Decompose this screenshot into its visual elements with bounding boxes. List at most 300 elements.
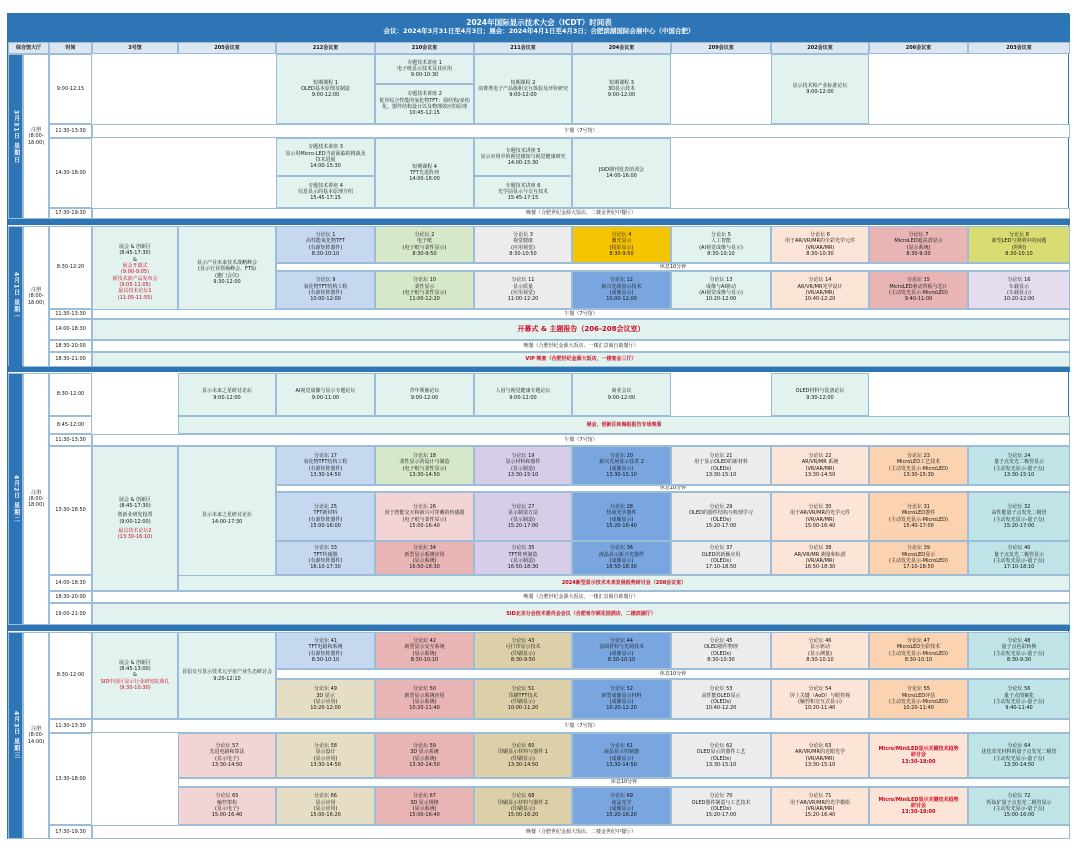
session-line: 15:00-16:00 [1003, 812, 1035, 819]
session-line: 印刷TFT技术 [508, 692, 538, 699]
session-d1_212c [276, 176, 375, 208]
session-line: MicroLED器件 [901, 510, 936, 517]
session-f38 [771, 541, 869, 575]
session-line: 15:00-16:20 [507, 812, 539, 819]
session-line: 高性能OLED显示 [701, 692, 741, 699]
day-label-d3: 4月2日 星期二 [8, 373, 23, 625]
session-line: 午餐（7号馆） [564, 127, 598, 134]
session-line: (8:00- [28, 732, 44, 739]
session-line: 液晶光学 [611, 799, 632, 806]
session-line: (显示制造) [511, 516, 535, 523]
session-line: 分论坛 11 [511, 277, 535, 284]
session-line: 10:00-11:20 [507, 705, 539, 712]
session-d1_210a [375, 54, 474, 84]
session-line: (9:05-11:05) [119, 281, 151, 288]
session-d4_break2 [178, 778, 1070, 787]
session-line: MicroLED显示 [901, 551, 936, 558]
session-f13 [671, 271, 771, 309]
session-line: 展会 & 创新区 [118, 496, 152, 503]
session-f11 [474, 271, 572, 309]
session-line: 分论坛 24 [1007, 452, 1031, 459]
session-d3_sid [92, 603, 1070, 625]
session-f32 [968, 492, 1070, 541]
column-header-label: 212会议室 [312, 44, 339, 51]
session-line: 分论坛 43 [511, 637, 535, 644]
session-line: 钙钛矿量子点发光二极管显示 [986, 799, 1052, 806]
session-line: 分论坛 65 [215, 793, 239, 800]
session-line: (投影显示) [609, 244, 634, 251]
session-line: 分论坛 45 [709, 637, 733, 644]
session-line: 11:30-13:30 [55, 722, 86, 729]
session-line: 15:00-16:20 [310, 812, 341, 819]
session-d1_212b [276, 138, 375, 176]
session-line: 展会开幕式 [122, 263, 148, 270]
session-line: 印刷显示材料与器件 1 [498, 749, 548, 756]
session-f24 [968, 446, 1070, 485]
session-line: 分论坛 32 [1007, 503, 1031, 510]
session-line: 分论坛 56 [1007, 686, 1031, 693]
session-line: (主动发光显示-MicroLED) [889, 558, 948, 564]
session-line: OLED基本原理及制造 [301, 85, 350, 92]
session-line: TFT阵列制造 [508, 551, 538, 558]
column-header-label: 211会议室 [510, 44, 536, 51]
session-line: 午餐（7号馆） [564, 436, 598, 443]
session-line: 分论坛 20 [610, 452, 633, 459]
session-line: 16:10-17:30 [310, 564, 341, 571]
session-line: (11:05-11:55) [117, 294, 153, 301]
session-line: 10:20-12:20 [606, 705, 637, 712]
session-d3_211a [474, 373, 572, 416]
session-line: 8:45-12:00 [56, 421, 85, 428]
session-line: 柔性显示 [414, 283, 435, 290]
session-t2d [49, 340, 92, 352]
session-line: (VR/AR/MR) [805, 290, 835, 296]
session-f37 [671, 541, 771, 575]
session-line: 分论坛 21 [709, 452, 733, 459]
session-line: 18:30-21:00 [55, 356, 86, 363]
session-f55 [869, 679, 968, 719]
session-line: 9:20-12:10 [213, 675, 241, 682]
session-line: (应用视觉) [511, 290, 535, 296]
session-line: 分论坛 62 [709, 742, 733, 749]
session-line: 9:00-12:00 [410, 394, 439, 401]
session-line: TFT电路和系统 [308, 644, 343, 651]
session-f60 [474, 733, 572, 778]
session-f53 [671, 679, 771, 719]
day-separator [8, 219, 1070, 225]
session-line: 用于AR/VR/MR的全彩光学元件 [785, 238, 855, 245]
session-line: 8:30-10:30 [707, 656, 735, 663]
session-f2 [375, 226, 474, 263]
session-line: 用于显示OLED的新材料 [694, 459, 748, 466]
session-d1_212a [276, 54, 375, 124]
session-f23 [869, 446, 968, 485]
column-header-label: 204会议室 [608, 44, 635, 51]
session-line: (主动发光显示-MicroLED) [889, 650, 948, 657]
session-d1_210c [375, 138, 474, 208]
column-header-label: 时间 [65, 44, 76, 51]
session-line: (9:30-10:30) [119, 684, 151, 691]
session-line: 分论坛 60 [511, 742, 535, 749]
session-f7 [869, 226, 968, 263]
session-line: 8:30-10:10 [311, 250, 340, 257]
session-line: 8:30-12:00 [56, 672, 85, 679]
session-line: 9:00-10:30 [410, 72, 439, 79]
session-line: JSID期刊发表培训会 [599, 166, 644, 173]
session-line: 分论坛 44 [610, 637, 633, 644]
session-d1_lunch [92, 124, 1070, 138]
session-line: 注册 [31, 726, 42, 733]
session-f33 [276, 541, 375, 575]
session-d4_lunch [92, 719, 1070, 733]
session-line: 18:30-20:00 [55, 342, 86, 349]
session-line: 19:00-21:00 [55, 610, 86, 617]
session-line: 17:10-18:50 [903, 564, 934, 571]
session-line: 新兴光场显示技术 [601, 283, 642, 290]
session-line: 8:30-10:10 [904, 656, 933, 663]
session-line: 分论坛 42 [413, 637, 436, 644]
session-line: 18:00) [27, 502, 45, 509]
session-line: 分论坛 38 [808, 545, 832, 552]
session-line: 9:40-11:00 [904, 296, 933, 303]
session-line: 专题技术讲座 2 [407, 91, 442, 98]
column-header-9 [771, 42, 869, 54]
session-line: 注册 [31, 127, 42, 134]
session-line: 专题技术讲座 3 [308, 144, 343, 151]
session-line: 显示产业未来技术战略峰会 [196, 259, 257, 266]
session-line: 新兴光场显示技术 2 [599, 459, 644, 466]
session-line: 分论坛 58 [314, 742, 337, 749]
session-line: 分论坛 16 [1007, 277, 1031, 284]
day-separator [8, 625, 1070, 631]
session-line: 新型显示系统应用 [404, 692, 445, 699]
session-t4d [49, 825, 92, 839]
session-line: 14:00-15:30 [310, 163, 341, 170]
session-f1 [276, 226, 375, 263]
session-line: 14:00-16:00 [606, 173, 637, 179]
session-line: 分论坛 35 [511, 545, 535, 552]
session-line: 分论坛 39 [907, 545, 930, 552]
session-f63 [771, 733, 869, 778]
session-line: 休息10分钟 [610, 779, 638, 786]
session-d2_open [92, 319, 1070, 340]
column-header-6 [474, 42, 572, 54]
session-line: 16:50-18:30 [606, 564, 637, 571]
session-line: 分论坛 51 [511, 686, 535, 693]
session-line: 分论坛 2 [414, 231, 435, 238]
session-line: (主动发光显示-量子点) [993, 806, 1045, 812]
session-f59 [375, 733, 474, 778]
session-d3_205a [178, 373, 276, 416]
session-line: (8:45-17:30) [119, 502, 151, 509]
session-line: 晚餐（合肥世纪金源大饭店、二楼金世纪中餐厅） [525, 210, 636, 217]
session-line: 休息10分钟 [659, 670, 687, 677]
session-t2b [49, 309, 92, 319]
column-header-1 [49, 42, 92, 54]
session-line: 显示未来之星研讨论坛 [201, 388, 252, 395]
session-line: (主动发光显示-MicroLED) [889, 465, 948, 472]
session-line: 柔性显示的设计与制造 [399, 459, 450, 466]
session-f45 [671, 632, 771, 669]
session-line: (显示系统) [412, 558, 437, 564]
session-line: 16:50-18:30 [507, 564, 539, 571]
session-line: (8:00- [28, 293, 44, 300]
session-line: 14:30-18:00 [55, 169, 86, 176]
session-line: 分论坛 63 [808, 742, 832, 749]
column-header-4 [276, 42, 375, 54]
session-line: (8:00- [28, 133, 44, 140]
session-line: 人因与视觉健康专题论坛 [495, 388, 551, 395]
session-t1b [49, 124, 92, 138]
session-line: 液晶显示新兴光器件 [598, 551, 644, 558]
schedule-sheet [7, 13, 1069, 839]
session-line: (主动发光显示-量子点) [993, 558, 1045, 564]
session-line: 9:00-12:00 [311, 92, 340, 99]
session-line: 专题技术讲座 1 [407, 59, 442, 66]
session-f61 [572, 733, 671, 778]
session-f49 [276, 679, 375, 719]
session-f47 [869, 632, 968, 669]
session-line: 可打印显示技术 [505, 644, 541, 651]
session-line: (印刷显示) [511, 806, 535, 812]
session-line: 13:30-14:50 [606, 761, 637, 768]
session-line: 10:20-11:40 [409, 705, 440, 712]
session-line: 分论坛 26 [413, 503, 436, 510]
column-header-label: 206会议室 [905, 44, 932, 51]
session-line: 氧化物TFT结构工程 [303, 459, 348, 466]
session-d3_212a [276, 373, 375, 416]
session-line: 先进电路和算法 [209, 749, 245, 756]
session-line: 分论坛 48 [1007, 637, 1031, 644]
session-line: (8:45-13:00) [119, 666, 151, 673]
session-line: 8:30-9:50 [609, 250, 634, 257]
session-line: 分论坛 6 [810, 231, 830, 238]
session-line: SID中国区显示行业研究院典礼 [100, 678, 170, 685]
session-line: 显示驱动 [809, 644, 830, 651]
session-d2_break [276, 263, 1070, 271]
session-line: 研讨会 [910, 802, 926, 809]
session-line: 13:30-14:50 [310, 471, 341, 478]
session-line: 15:20-16:40 [606, 522, 637, 529]
session-f67 [375, 787, 474, 825]
session-line: (主动发光显示-量子点) [993, 465, 1045, 472]
session-line: (成像显示) [609, 699, 634, 705]
session-line: 11:00-12:20 [409, 296, 440, 303]
session-t3b [49, 416, 92, 434]
session-f21 [671, 446, 771, 485]
column-header-5 [375, 42, 474, 54]
session-f36 [572, 541, 671, 575]
session-f35 [474, 541, 572, 575]
session-line: (有源矩阵器件) [308, 650, 343, 657]
session-line: 新型LED与照明中的问题 [991, 238, 1047, 245]
session-line: (成像显示) [609, 290, 634, 296]
session-t2a [49, 226, 92, 309]
session-line: (印刷显示) [511, 699, 535, 705]
session-line: 8:30-9:30 [906, 250, 931, 257]
session-line: (邀门会仪) [215, 272, 239, 279]
session-line: 8:30-10:30 [806, 250, 834, 257]
session-line: 屏上关键（AoD）与眼控视 [789, 692, 851, 699]
session-line: 分论坛 3 [513, 231, 533, 238]
session-line: 新型显示系统应用 [404, 551, 445, 558]
session-f34 [375, 541, 474, 575]
column-header-label: 综合馆大厅 [15, 44, 41, 51]
session-line: 分论坛 5 [711, 231, 731, 238]
session-line: 分论坛 49 [314, 686, 337, 693]
session-line: 13:30-18:00 [55, 775, 86, 782]
session-line: 分论坛 27 [511, 503, 535, 510]
session-line: 13:30-18:00 [901, 809, 936, 816]
session-line: (显示系统) [412, 806, 437, 812]
session-line: 消费类电子产品级和交互体验及评价研究 [477, 85, 568, 92]
column-header-8 [671, 42, 771, 54]
session-line: TFT传感器 [313, 551, 338, 558]
session-line: (主动发光显示-量子点) [993, 650, 1045, 657]
session-line: 分论坛 23 [907, 452, 930, 459]
session-line: (显示电子) [215, 806, 239, 812]
session-line: 化、器件结构设计以及物理效应的原理 [381, 104, 467, 110]
session-line: 9:00-12:00 [806, 89, 834, 95]
session-d1_202a [771, 54, 869, 124]
session-f19 [474, 446, 572, 485]
session-line: (电子纸与柔性显示) [402, 516, 447, 523]
session-f72 [968, 787, 1070, 825]
session-d1_210b [375, 84, 474, 124]
session-line: 显示用Micro-LED当前面临的挑战及 [285, 150, 366, 157]
session-line: 分论坛 72 [1007, 793, 1031, 800]
session-line: 显示设计 [315, 749, 336, 756]
session-line: 量子点发光二极管显示 [993, 459, 1044, 466]
session-line: 分论坛 57 [215, 742, 239, 749]
session-f27 [474, 492, 572, 541]
session-line: 新型成像显示材料 [601, 692, 642, 699]
session-line: 量子点发光二极管显示 [993, 551, 1044, 558]
session-line: Micro/MiniLED显示关键技术趋势 [878, 746, 959, 753]
column-header-11 [968, 42, 1070, 54]
session-d3_202a [771, 373, 869, 416]
session-f4 [572, 226, 671, 263]
session-f71 [771, 787, 869, 825]
session-line: 分论坛 41 [314, 637, 337, 644]
session-line: 显示质量 [512, 283, 533, 290]
session-f54 [771, 679, 869, 719]
session-line: (显示应用) [313, 699, 338, 705]
session-line: 15:00-16:40 [804, 522, 836, 529]
session-line: 新技术新产品发布会 [112, 275, 158, 282]
session-line: 10:20-11:40 [903, 705, 934, 712]
session-line: 分论坛 71 [808, 793, 832, 800]
session-t3a [49, 373, 92, 416]
session-f62 [671, 733, 771, 778]
session-f48 [968, 632, 1070, 669]
column-header-label: 205会议室 [214, 44, 240, 51]
session-line: 分论坛 47 [907, 637, 930, 644]
session-f50 [375, 679, 474, 719]
session-line: 分论坛 67 [413, 793, 436, 800]
session-line: 17:30-19:30 [55, 210, 86, 217]
session-t1d [49, 208, 92, 219]
session-line: 休息10分钟 [659, 263, 687, 270]
session-line: (成像显示) [609, 650, 634, 657]
session-line: 16:50-18:30 [409, 564, 440, 571]
session-line: 10:00-12:00 [310, 296, 341, 303]
session-line: SID北京分会技术委员会会议（合肥希尔顿花园酒店，二楼滨湖厅） [506, 610, 656, 617]
session-f15 [869, 271, 968, 309]
session-line: 分论坛 30 [808, 503, 832, 510]
session-line: 14:00-17:30 [211, 518, 243, 525]
session-line: 分论坛 36 [610, 545, 633, 552]
session-line: 短期课程 2 [510, 79, 536, 86]
session-line: 10:20-11:40 [804, 705, 836, 712]
session-line: 高性能氧化物TFT [306, 238, 345, 245]
session-t3c [49, 434, 92, 446]
session-t2e [49, 352, 92, 367]
session-line: 晚餐（合肥世纪金源大饭店、二楼金世纪中餐厅） [525, 828, 636, 835]
session-line: 量子点色彩转换 [1001, 644, 1037, 651]
session-f14 [771, 271, 869, 309]
session-line: 9:00-12:00 [509, 92, 537, 99]
session-f68 [474, 787, 572, 825]
session-f16 [968, 271, 1070, 309]
session-line: 新型显示交互系统 [404, 644, 445, 651]
session-line: VIP 晚宴（合肥世纪金源大饭店，一楼宴会三厅） [525, 356, 637, 363]
session-line: 展会 & 创新区 [118, 244, 152, 251]
session-line: MicroLED工艺技术 [896, 459, 941, 466]
session-line: 15:20-17:00 [705, 522, 737, 529]
session-line: 研讨会 [910, 752, 926, 759]
session-reg4 [23, 632, 49, 839]
session-line: 15:00-16:00 [310, 522, 341, 529]
session-line: 13:30-14:50 [409, 471, 440, 478]
session-line: 10:45-12:15 [409, 110, 440, 117]
session-f17 [276, 446, 375, 485]
session-d2_dinner [92, 340, 1070, 352]
session-line: 专题技术讲座 5 [505, 147, 541, 154]
session-line: 视觉健康 [512, 238, 533, 245]
session-f10 [375, 271, 474, 309]
session-line: (有源矩阵器件) [308, 465, 343, 472]
session-line: 注册 [31, 489, 42, 496]
session-t4a [49, 632, 92, 719]
session-f70 [671, 787, 771, 825]
session-line: 9:00-12:00 [607, 92, 636, 99]
session-line: OLED材料与装备论坛 [795, 388, 845, 395]
column-header-0 [8, 42, 49, 54]
session-line: OLED显示的器件工艺 [696, 749, 746, 756]
session-line: 电子纸 [416, 238, 432, 245]
session-t3g [49, 603, 92, 625]
session-d3_dinner [92, 591, 1070, 603]
session-f46 [771, 632, 869, 669]
session-line: 分论坛 34 [413, 545, 436, 552]
session-line: 分论坛 55 [907, 686, 930, 693]
session-line: 注册 [31, 287, 42, 294]
session-line: (显示电子) [215, 755, 239, 762]
session-line: OLED器件制造与工艺技术 [691, 799, 751, 806]
session-f12 [572, 271, 671, 309]
session-line: OLED的新颖应用 [701, 551, 741, 558]
session-f58 [276, 733, 375, 778]
session-line: 青年领袖论坛 [409, 388, 440, 395]
session-line: 分论坛 14 [808, 277, 832, 284]
session-line: (显示系统) [412, 650, 437, 657]
session-line: 短期课程 3 [609, 79, 634, 86]
session-line: (主动发光显示-MicroLED) [889, 290, 948, 296]
session-line: 8:30-9:50 [412, 250, 437, 257]
session-line: (有源矩阵器件) [308, 516, 343, 523]
session-line: (OLEDs) [710, 755, 732, 762]
